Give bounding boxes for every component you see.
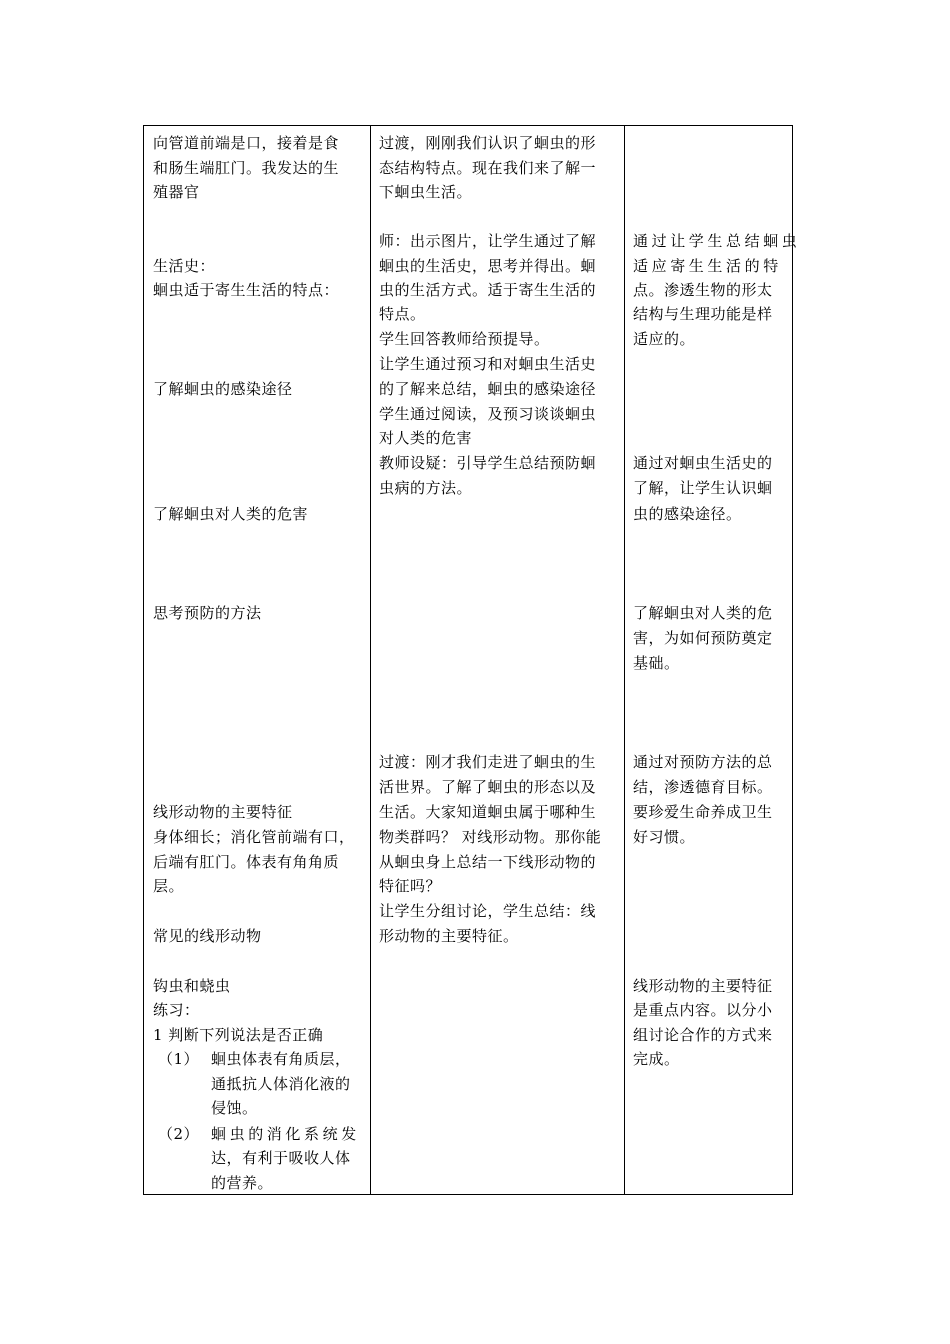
item-1-number: （1） — [158, 1050, 200, 1068]
note-5-line-1: 线形动物的主要特征 — [633, 977, 773, 995]
note-4-line-4: 好习惯。 — [633, 828, 696, 846]
transition-1-line-2: 态结构特点。现在我们来了解一 — [379, 159, 597, 177]
teacher-line-10: 教师设疑：引导学生总结预防蛔 — [379, 454, 597, 472]
note-5-line-4: 完成。 — [633, 1050, 680, 1068]
harm-topic: 了解蛔虫对人类的危害 — [153, 505, 309, 523]
note-4-line-1: 通过对预防方法的总 — [633, 753, 773, 771]
teacher-line-1: 师：出示图片，让学生通过了解 — [379, 232, 597, 250]
intro-line-3: 殖器官 — [153, 183, 200, 201]
note-4-line-2: 结，渗透德育目标。 — [633, 778, 773, 796]
teacher-line-6: 让学生通过预习和对蛔虫生活史 — [379, 355, 597, 373]
item-1-line-2: 通抵抗人体消化液的 — [211, 1075, 351, 1093]
life-history-heading: 生活史： — [153, 257, 216, 275]
note-1-line-2: 适应寄生生活的特 — [633, 257, 782, 275]
note-3-line-2: 害，为如何预防奠定 — [633, 629, 773, 647]
item-2-line-3: 的营养。 — [211, 1174, 274, 1192]
note-1-line-5: 适应的。 — [633, 330, 696, 348]
item-2-line-1: 蛔虫的消化系统发 — [211, 1125, 360, 1143]
question-1: 1 判断下列说法是否正确 — [153, 1026, 324, 1044]
note-3-line-1: 了解蛔虫对人类的危 — [633, 604, 773, 622]
teacher-line-3: 虫的生活方式。适于寄生生活的 — [379, 281, 597, 299]
lesson-table — [143, 125, 801, 1195]
features-line-1: 身体细长；消化管前端有口， — [153, 828, 355, 846]
item-2-number: （2） — [158, 1125, 200, 1143]
teacher-line-4: 特点。 — [379, 305, 426, 323]
infection-route-topic: 了解蛔虫的感染途径 — [153, 380, 293, 398]
teacher-line-11: 虫病的方法。 — [379, 479, 473, 497]
teacher-line-7: 的了解来总结，蛔虫的感染途径 — [379, 380, 597, 398]
note-1-line-3: 点。渗透生物的形太 — [633, 281, 773, 299]
activity-column — [370, 126, 625, 1194]
common-species-heading: 常见的线形动物 — [153, 927, 262, 945]
adaptation-heading: 蛔虫适于寄生生活的特点： — [153, 281, 340, 299]
note-2-line-1: 通过对蛔虫生活史的 — [633, 454, 773, 472]
features-heading: 线形动物的主要特征 — [153, 803, 293, 821]
teacher-line-8: 学生通过阅读，及预习谈谈蛔虫 — [379, 405, 597, 423]
teacher-line-9: 对人类的危害 — [379, 429, 473, 447]
teacher-line-5: 学生回答教师给预提导。 — [379, 330, 550, 348]
teacher-line-2: 蛔虫的生活史，思考并得出。蛔 — [379, 257, 597, 275]
transition-2-line-2: 活世界。了解了蛔虫的形态以及 — [379, 778, 597, 796]
note-4-line-3: 要珍爱生命养成卫生 — [633, 803, 773, 821]
item-1-line-3: 侵蚀。 — [211, 1099, 258, 1117]
item-2-line-2: 达，有利于吸收人体 — [211, 1149, 351, 1167]
item-1-line-1: 蛔虫体表有角质层， — [211, 1050, 351, 1068]
note-2-line-3: 虫的感染途径。 — [633, 505, 742, 523]
exercise-heading: 练习： — [153, 1001, 200, 1019]
prevention-topic: 思考预防的方法 — [153, 604, 262, 622]
content-column — [144, 126, 371, 1194]
transition-2-line-7: 让学生分组讨论，学生总结：线 — [379, 902, 597, 920]
transition-2-line-6: 特征吗？ — [379, 877, 442, 895]
note-5-line-2: 是重点内容。以分小 — [633, 1001, 773, 1019]
transition-2-line-8: 形动物的主要特征。 — [379, 927, 519, 945]
note-5-line-3: 组讨论合作的方式来 — [633, 1026, 773, 1044]
transition-1-line-3: 下蛔虫生活。 — [379, 183, 473, 201]
intro-line-1: 向管道前端是口，接着是食 — [153, 134, 340, 152]
intro-line-2: 和肠生端肛门。我发达的生 — [153, 159, 340, 177]
transition-2-line-4: 物类群吗？ 对线形动物。那你能 — [379, 828, 602, 846]
features-line-3: 层。 — [153, 877, 185, 895]
note-1-line-4: 结构与生理功能是样 — [633, 305, 773, 323]
hookworm-pinworm: 钩虫和蛲虫 — [153, 977, 231, 995]
transition-2-line-1: 过渡：刚才我们走进了蛔虫的生 — [379, 753, 597, 771]
note-1-line-1: 通过让学生总结蛔虫 — [633, 232, 801, 250]
features-line-2: 后端有肛门。体表有角角质 — [153, 853, 340, 871]
note-3-line-3: 基础。 — [633, 654, 680, 672]
transition-1-line-1: 过渡，刚刚我们认识了蛔虫的形 — [379, 134, 597, 152]
transition-2-line-5: 从蛔虫身上总结一下线形动物的 — [379, 853, 597, 871]
intent-column — [624, 126, 801, 1194]
note-2-line-2: 了解，让学生认识蛔 — [633, 479, 773, 497]
transition-2-line-3: 生活。大家知道蛔虫属于哪种生 — [379, 803, 597, 821]
